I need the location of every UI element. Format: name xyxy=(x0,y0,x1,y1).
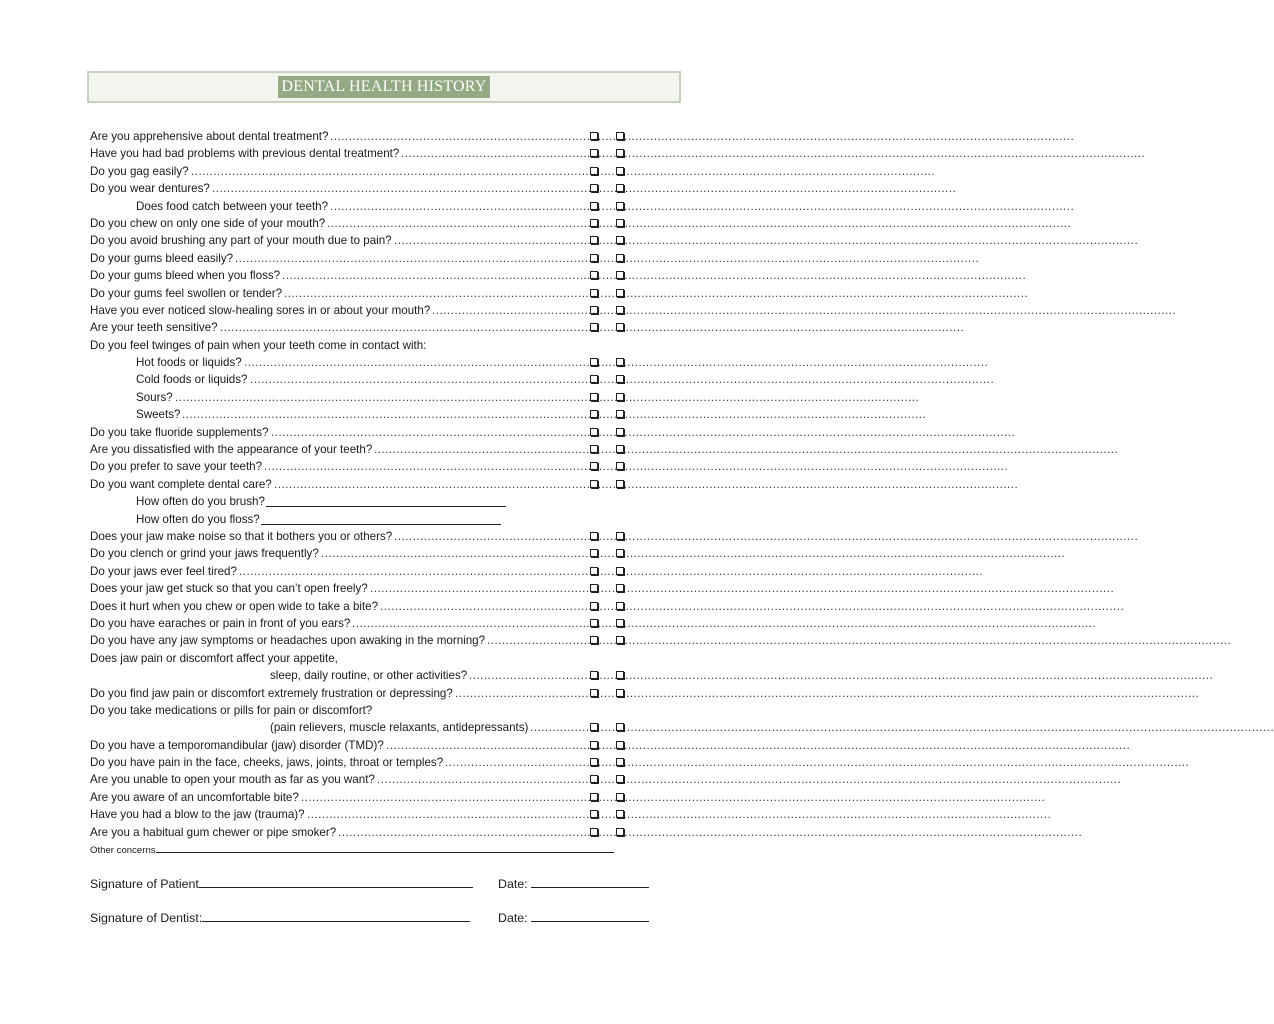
yes-checkbox[interactable] xyxy=(590,323,598,331)
yes-checkbox[interactable] xyxy=(590,775,598,783)
no-checkbox[interactable] xyxy=(616,306,624,314)
question-text: Are you unable to open your mouth as far as you want? xyxy=(90,773,375,787)
leader-dots: ........................................................................................................................................................................................................ xyxy=(370,582,1115,596)
question-text: Does your jaw get stuck so that you can’t open freely? xyxy=(90,582,368,596)
yes-checkbox[interactable] xyxy=(590,584,598,592)
question-text: Do you have pain in the face, cheeks, jaws, joints, throat or temples? xyxy=(90,756,444,770)
yes-checkbox[interactable] xyxy=(590,428,598,436)
question-text: sleep, daily routine, or other activities? xyxy=(270,669,468,683)
dentist-signature-field[interactable] xyxy=(202,908,470,922)
question-row xyxy=(90,389,920,406)
question-row xyxy=(90,754,1190,771)
leader-dots: ........................................................................................................................................................................................................ xyxy=(338,825,1083,839)
yes-checkbox[interactable] xyxy=(590,567,598,575)
no-checkbox[interactable] xyxy=(616,532,624,540)
yes-checkbox[interactable] xyxy=(590,619,598,627)
yes-checkbox[interactable] xyxy=(590,636,598,644)
yes-checkbox[interactable] xyxy=(590,462,598,470)
question-text: Do you have any jaw symptoms or headaches upon awaking in the morning? xyxy=(90,634,486,648)
question-text: Do you take medications or pills for pain or discomfort? xyxy=(90,703,373,717)
no-checkbox[interactable] xyxy=(616,375,624,383)
question-text: Do you gag easily? xyxy=(90,164,189,178)
yes-checkbox[interactable] xyxy=(590,236,598,244)
no-checkbox[interactable] xyxy=(616,202,624,210)
question-row xyxy=(90,824,1083,841)
no-checkbox[interactable] xyxy=(616,358,624,366)
question-text: How often do you brush? xyxy=(136,495,265,509)
leader-dots: ........................................................................................................................................................................................................ xyxy=(394,529,1139,543)
question-row xyxy=(90,806,1052,823)
leader-dots: ........................................................................................................................................................................................................ xyxy=(220,321,965,335)
question-row xyxy=(90,128,1075,145)
question-text: Does food catch between your teeth? xyxy=(136,199,329,213)
leader-dots: ........................................................................................................................................................................................................ xyxy=(530,721,1274,735)
question-row xyxy=(90,789,1046,806)
yes-checkbox[interactable] xyxy=(590,828,598,836)
no-checkbox[interactable] xyxy=(616,793,624,801)
question-row xyxy=(90,719,1274,736)
question-text: How often do you floss? xyxy=(136,512,260,526)
yes-checkbox[interactable] xyxy=(590,184,598,192)
patient-date-field[interactable] xyxy=(531,874,649,888)
other-concerns-field[interactable] xyxy=(156,842,614,853)
question-row xyxy=(90,319,965,336)
leader-dots: ........................................................................................................................................................................................................ xyxy=(445,756,1190,770)
no-checkbox[interactable] xyxy=(616,236,624,244)
leader-dots: ........................................................................................................................................................................................................ xyxy=(321,547,1066,561)
question-text: Do you prefer to save your teeth? xyxy=(90,460,263,474)
leader-dots: ........................................................................................................................................................................................................ xyxy=(469,669,1214,683)
question-text: Do you wear dentures? xyxy=(90,182,210,196)
leader-dots: ........................................................................................................................................................................................................ xyxy=(330,199,1075,213)
question-row xyxy=(90,632,1232,649)
yes-checkbox[interactable] xyxy=(590,132,598,140)
question-row xyxy=(90,563,984,580)
question-row xyxy=(90,232,1139,249)
question-text: Do you have earaches or pain in front of you ears? xyxy=(90,616,351,630)
answer-blank-field[interactable] xyxy=(266,494,506,507)
page-title: DENTAL HEALTH HISTORY xyxy=(278,76,490,98)
leader-dots: ........................................................................................................................................................................................................ xyxy=(352,616,1097,630)
question-text: Cold foods or liquids? xyxy=(136,373,248,387)
leader-dots: ........................................................................................................................................................................................................ xyxy=(386,738,1131,752)
question-row xyxy=(90,615,1097,632)
question-text: Sours? xyxy=(136,390,173,404)
yes-checkbox[interactable] xyxy=(590,445,598,453)
answer-blank-field[interactable] xyxy=(261,512,501,525)
other-concerns xyxy=(90,842,614,858)
yes-checkbox[interactable] xyxy=(590,689,598,697)
yes-checkbox[interactable] xyxy=(590,254,598,262)
yes-checkbox[interactable] xyxy=(590,358,598,366)
leader-dots: ........................................................................................................................................................................................................ xyxy=(191,164,936,178)
question-row xyxy=(90,771,1122,788)
question-text: Do you feel twinges of pain when your teeth come in contact with: xyxy=(90,338,427,352)
dentist-signature-label: Signature of Dentist: xyxy=(90,911,203,925)
question-row xyxy=(90,476,1019,493)
question-row xyxy=(90,371,995,388)
no-checkbox[interactable] xyxy=(616,462,624,470)
leader-dots: ........................................................................................................................................................................................................ xyxy=(284,286,1029,300)
question-text: Hot foods or liquids? xyxy=(136,356,242,370)
question-row xyxy=(90,285,1029,302)
leader-dots: ........................................................................................................................................................................................................ xyxy=(274,477,1019,491)
dentist-signature-row xyxy=(90,908,528,927)
no-checkbox[interactable] xyxy=(616,602,624,610)
question-row xyxy=(90,424,1016,441)
no-checkbox[interactable] xyxy=(616,584,624,592)
yes-checkbox[interactable] xyxy=(590,793,598,801)
question-row xyxy=(90,545,1066,562)
question-text: Have you ever noticed slow-healing sores in or about your mouth? xyxy=(90,303,431,317)
leader-dots: ........................................................................................................................................................................................................ xyxy=(239,564,984,578)
questions-list xyxy=(90,128,1274,841)
leader-dots: ........................................................................................................................................................................................................ xyxy=(244,356,989,370)
no-checkbox[interactable] xyxy=(616,410,624,418)
yes-checkbox[interactable] xyxy=(590,219,598,227)
question-row xyxy=(90,702,650,719)
yes-checkbox[interactable] xyxy=(590,480,598,488)
leader-dots: ........................................................................................................................................................................................................ xyxy=(175,390,920,404)
question-text: Do you want complete dental care? xyxy=(90,477,272,491)
leader-dots: ........................................................................................................................................................................................................ xyxy=(487,634,1232,648)
question-text: Are you a habitual gum chewer or pipe smoker? xyxy=(90,825,337,839)
question-row xyxy=(90,145,1146,162)
question-text: Have you had bad problems with previous dental treatment? xyxy=(90,147,400,161)
no-checkbox[interactable] xyxy=(616,480,624,488)
question-text: Do your gums feel swollen or tender? xyxy=(90,286,283,300)
question-text: Do you find jaw pain or discomfort extremely frustration or depressing? xyxy=(90,686,453,700)
dentist-date-label: Date: xyxy=(498,911,528,925)
question-row xyxy=(90,528,1139,545)
yes-checkbox[interactable] xyxy=(590,202,598,210)
question-row xyxy=(90,163,936,180)
question-text: Do you chew on only one side of your mouth? xyxy=(90,216,326,230)
no-checkbox[interactable] xyxy=(616,445,624,453)
question-text: Are you apprehensive about dental treatment? xyxy=(90,130,329,143)
leader-dots: ........................................................................................................................................................................................................ xyxy=(455,686,1200,700)
leader-dots: ........................................................................................................................................................................................................ xyxy=(235,251,980,265)
question-text: Does your jaw make noise so that it bothers you or others? xyxy=(90,529,393,543)
question-text: Do your jaws ever feel tired? xyxy=(90,564,237,578)
yes-checkbox[interactable] xyxy=(590,602,598,610)
yes-checkbox[interactable] xyxy=(590,532,598,540)
leader-dots: ........................................................................................................................................................................................................ xyxy=(330,130,1075,143)
leader-dots: ........................................................................................................................................................................................................ xyxy=(401,147,1146,161)
no-checkbox[interactable] xyxy=(616,689,624,697)
leader-dots: ........................................................................................................................................................................................................ xyxy=(394,234,1139,248)
leader-dots: ........................................................................................................................................................................................................ xyxy=(250,373,995,387)
question-row xyxy=(90,598,1125,615)
patient-signature-label: Signature of Patient xyxy=(90,877,199,891)
no-checkbox[interactable] xyxy=(616,132,624,140)
question-text: Does it hurt when you chew or open wide to take a bite? xyxy=(90,599,379,613)
yes-checkbox[interactable] xyxy=(590,741,598,749)
yes-checkbox[interactable] xyxy=(590,167,598,175)
question-row xyxy=(90,511,650,528)
leader-dots: ........................................................................................................................................................................................................ xyxy=(264,460,1009,474)
question-row xyxy=(90,493,650,510)
no-checkbox[interactable] xyxy=(616,289,624,297)
other-concerns-label: Other concerns xyxy=(90,845,156,856)
leader-dots: ........................................................................................................................................................................................................ xyxy=(301,790,1046,804)
question-text: Do you have a temporomandibular (jaw) disorder (TMD)? xyxy=(90,738,384,752)
no-checkbox[interactable] xyxy=(616,828,624,836)
question-text: Does jaw pain or discomfort affect your appetite, xyxy=(90,651,338,665)
question-row xyxy=(90,685,1200,702)
no-checkbox[interactable] xyxy=(616,323,624,331)
question-text: Do your gums bleed when you floss? xyxy=(90,269,281,283)
yes-checkbox[interactable] xyxy=(590,410,598,418)
question-text: Do you take fluoride supplements? xyxy=(90,425,269,439)
no-checkbox[interactable] xyxy=(616,149,624,157)
question-text: (pain relievers, muscle relaxants, antidepressants) xyxy=(270,721,529,735)
question-row xyxy=(90,267,1027,284)
question-row xyxy=(90,354,989,371)
no-checkbox[interactable] xyxy=(616,393,624,401)
question-row xyxy=(90,458,1009,475)
question-row xyxy=(90,302,1177,319)
leader-dots: ........................................................................................................................................................................................................ xyxy=(374,443,1119,457)
leader-dots: ........................................................................................................................................................................................................ xyxy=(432,303,1177,317)
question-text: Do you avoid brushing any part of your mouth due to pain? xyxy=(90,234,392,248)
no-checkbox[interactable] xyxy=(616,184,624,192)
no-checkbox[interactable] xyxy=(616,428,624,436)
question-row xyxy=(90,337,650,354)
question-text: Are your teeth sensitive? xyxy=(90,321,218,335)
no-checkbox[interactable] xyxy=(616,810,624,818)
yes-checkbox[interactable] xyxy=(590,549,598,557)
yes-checkbox[interactable] xyxy=(590,271,598,279)
question-text: Do you clench or grind your jaws frequently? xyxy=(90,547,319,561)
question-row xyxy=(90,180,957,197)
question-text: Sweets? xyxy=(136,408,181,422)
patient-signature-field[interactable] xyxy=(199,874,473,888)
yes-checkbox[interactable] xyxy=(590,149,598,157)
yes-checkbox[interactable] xyxy=(590,393,598,401)
no-checkbox[interactable] xyxy=(616,619,624,627)
no-checkbox[interactable] xyxy=(616,219,624,227)
question-row xyxy=(90,650,650,667)
leader-dots: ........................................................................................................................................................................................................ xyxy=(307,808,1052,822)
question-row xyxy=(90,198,1075,215)
question-text: Are you dissatisfied with the appearance of your teeth? xyxy=(90,443,373,457)
no-checkbox[interactable] xyxy=(616,671,624,679)
yes-checkbox[interactable] xyxy=(590,671,598,679)
leader-dots: ........................................................................................................................................................................................................ xyxy=(327,216,1072,230)
yes-checkbox[interactable] xyxy=(590,723,598,731)
dentist-date-field[interactable] xyxy=(531,908,649,922)
no-checkbox[interactable] xyxy=(616,549,624,557)
question-text: Do your gums bleed easily? xyxy=(90,251,234,265)
question-row xyxy=(90,406,927,423)
no-checkbox[interactable] xyxy=(616,167,624,175)
patient-date-label: Date: xyxy=(498,877,528,891)
yes-checkbox[interactable] xyxy=(590,758,598,766)
no-checkbox[interactable] xyxy=(616,254,624,262)
leader-dots: ........................................................................................................................................................................................................ xyxy=(380,599,1125,613)
no-checkbox[interactable] xyxy=(616,636,624,644)
question-row xyxy=(90,737,1131,754)
yes-checkbox[interactable] xyxy=(590,375,598,383)
no-checkbox[interactable] xyxy=(616,723,624,731)
question-row xyxy=(90,250,980,267)
question-row xyxy=(90,580,1115,597)
leader-dots: ........................................................................................................................................................................................................ xyxy=(182,408,927,422)
question-row xyxy=(90,667,1214,684)
no-checkbox[interactable] xyxy=(616,758,624,766)
question-row xyxy=(90,215,1072,232)
yes-checkbox[interactable] xyxy=(590,306,598,314)
no-checkbox[interactable] xyxy=(616,271,624,279)
patient-signature-row xyxy=(90,874,528,893)
no-checkbox[interactable] xyxy=(616,775,624,783)
question-text: Have you had a blow to the jaw (trauma)? xyxy=(90,808,305,822)
leader-dots: ........................................................................................................................................................................................................ xyxy=(377,773,1122,787)
question-row xyxy=(90,441,1119,458)
yes-checkbox[interactable] xyxy=(590,810,598,818)
yes-checkbox[interactable] xyxy=(590,289,598,297)
leader-dots: ........................................................................................................................................................................................................ xyxy=(282,269,1027,283)
question-text: Are you aware of an uncomfortable bite? xyxy=(90,790,299,804)
no-checkbox[interactable] xyxy=(616,741,624,749)
leader-dots: ........................................................................................................................................................................................................ xyxy=(271,425,1016,439)
no-checkbox[interactable] xyxy=(616,567,624,575)
leader-dots: ........................................................................................................................................................................................................ xyxy=(212,182,957,196)
